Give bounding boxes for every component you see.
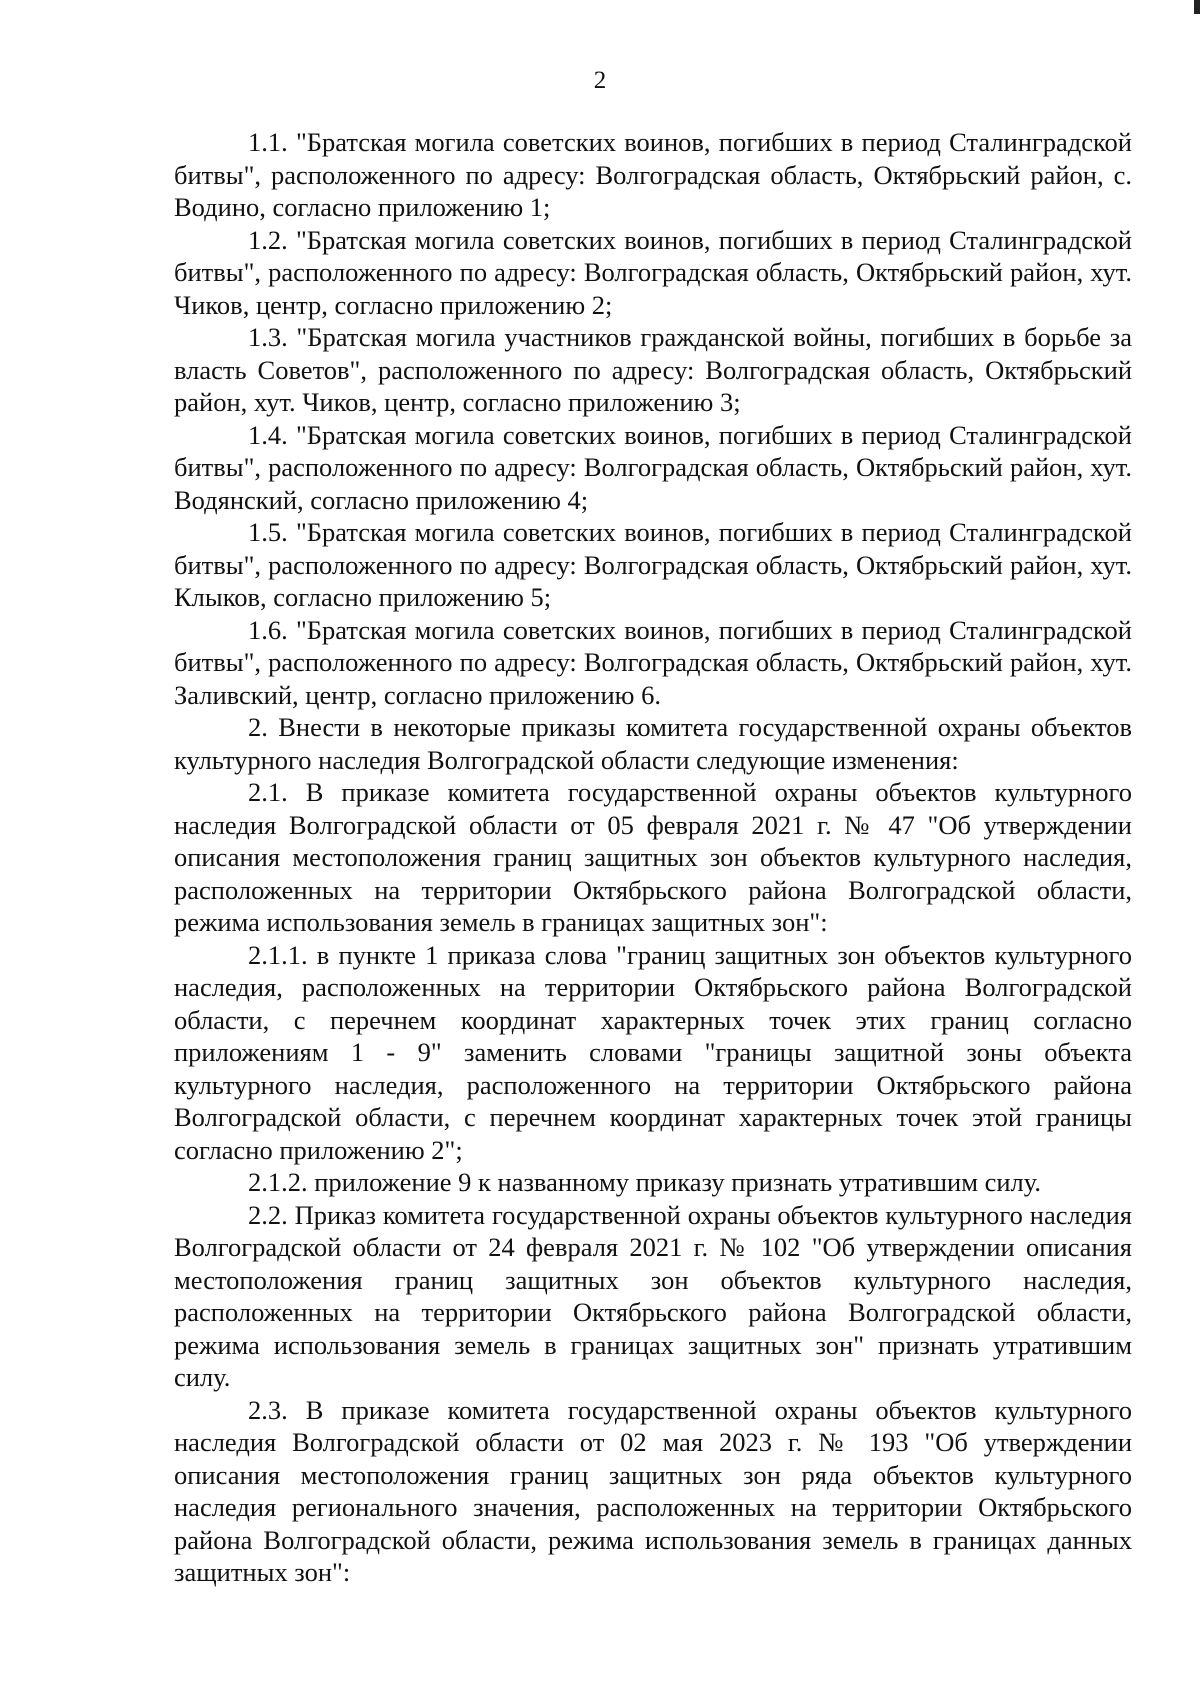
paragraph-1-3: 1.3. "Братская могила участников гражданской войны, погибших в борьбе за власть Советов", расположенного по адресу: Волгоградская область, Октябрьский район, хут. Чиков, центр, согласно приложению 3; [174,322,1132,417]
paragraph-1-2: 1.2. "Братская могила советских воинов, погибших в период Сталинградской битвы", расположенного по адресу: Волгоградская область, Октябрьский район, хут. Чиков, центр, согласно приложению 2; [174,224,1132,320]
paragraph-2-2: 2.2. Приказ комитета государственной охраны объектов культурного наследия Волгоградской области от 24 февраля 2021 г. № 102 "Об утверждении описания местоположения границ защитных зон объектов культурного наследия, расположенных на территории Октябрьского района Волгоградской области, режима использования земель в границах защитных зон" признать утратившим силу. [174,1199,1132,1392]
paragraph-2-1-2: 2.1.2. приложение 9 к названному приказу признать утратившим силу. [248,1167,1042,1197]
paragraph-1-1: 1.1. "Братская могила советских воинов, погибших в период Сталинградской битвы", расположенного по адресу: Волгоградская область, Октябрьский район, с. Водино, согласно приложению 1; [174,127,1132,222]
paragraph-2-1-1: 2.1.1. в пункте 1 приказа слова "границ защитных зон объектов культурного наследия, расположенных на территории Октябрьского района Волгоградской области, с перечнем координат характерных точек этих границ согласно приложениям 1 - 9" заменить словами "границы защитной зоны объекта культурного наследия, расположенного на территории Октябрьского района Волгоградской области, с перечнем координат характерных точек этой границы согласно приложению 2"; [174,939,1132,1165]
paragraph-2-1: 2.1. В приказе комитета государственной охраны объектов культурного наследия Волгоградской области от 05 февраля 2021 г. № 47 "Об утверждении описания местоположения границ защитных зон объектов культурного наследия, расположенных на территории Октябрьского района Волгоградской области, режима использования земель в границах защитных зон": [174,777,1132,937]
paragraph-2-3: 2.3. В приказе комитета государственной охраны объектов культурного наследия Волгоградской области от 02 мая 2023 г. № 193 "Об утверждении описания местоположения границ защитных зон ряда объектов культурного наследия регионального значения, расположенных на территории Октябрьского района Волгоградской области, режима использования земель в границах данных защитных зон": [174,1394,1132,1587]
page-number: 2 [593,67,607,94]
document-body [174,126,1132,1589]
paragraph-1-4: 1.4. "Братская могила советских воинов, погибших в период Сталинградской битвы", расположенного по адресу: Волгоградская область, Октябрьский район, хут. Водянский, согласно приложению 4; [174,419,1132,515]
scan-edge-mark [1194,0,1200,14]
paragraph-1-6: 1.6. "Братская могила советских воинов, погибших в период Сталинградской битвы", расположенного по адресу: Волгоградская область, Октябрьский район, хут. Заливский, центр, согласно приложению 6. [174,614,1132,710]
paragraph-2: 2. Внести в некоторые приказы комитета государственной охраны объектов культурного наследия Волгоградской области следующие изменения: [174,712,1132,775]
paragraph-1-5: 1.5. "Братская могила советских воинов, погибших в период Сталинградской битвы", расположенного по адресу: Волгоградская область, Октябрьский район, хут. Клыков, согласно приложению 5; [174,517,1132,612]
